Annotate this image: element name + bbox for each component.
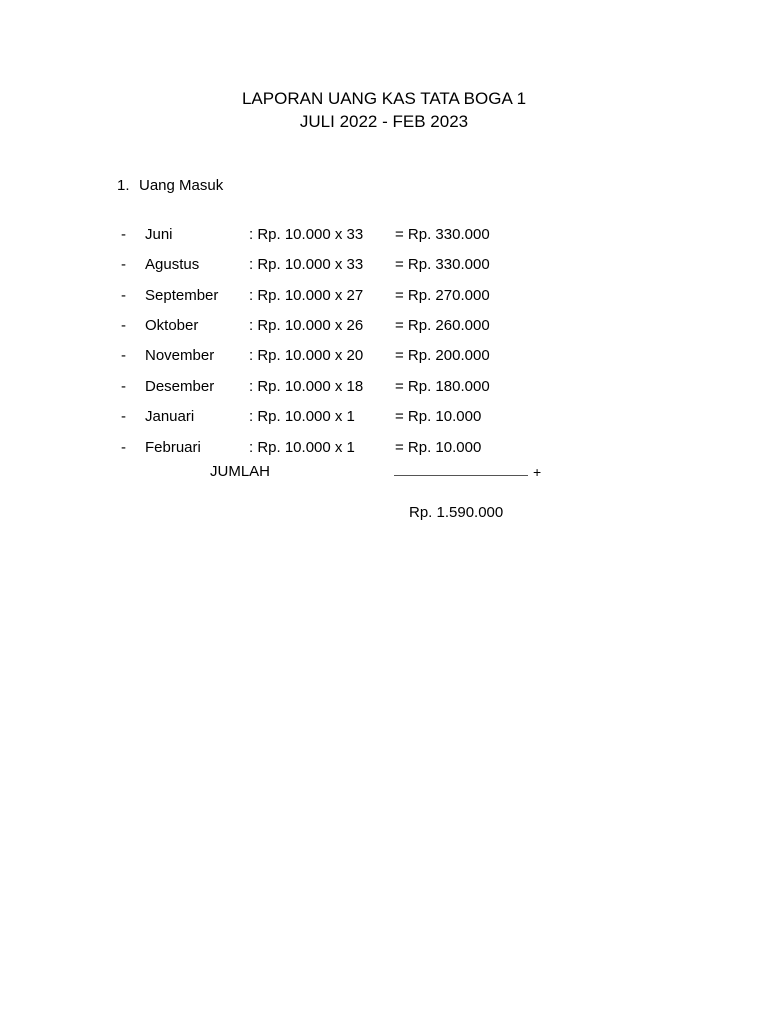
bullet-dash: - — [121, 287, 126, 304]
entry-result: = Rp. 10.000 — [395, 408, 482, 425]
entry-month: Oktober — [145, 317, 199, 334]
section-heading — [117, 177, 223, 195]
entry-result: = Rp. 180.000 — [395, 378, 490, 395]
sum-underline — [394, 475, 528, 476]
report-period: JULI 2022 - FEB 2023 — [299, 112, 469, 131]
entry-month: Januari — [145, 408, 195, 425]
section-number: 1. — [117, 177, 130, 194]
entry-result: = Rp. 10.000 — [395, 439, 482, 456]
entry-calculation: : Rp. 10.000 x 27 — [249, 287, 364, 304]
entry-calculation: : Rp. 10.000 x 18 — [249, 378, 364, 395]
report-title: LAPORAN UANG KAS TATA BOGA 1 — [241, 89, 527, 108]
bullet-dash: - — [121, 317, 126, 334]
entry-calculation: : Rp. 10.000 x 1 — [249, 408, 355, 425]
entry-month: November — [145, 347, 215, 364]
entry-calculation: : Rp. 10.000 x 1 — [249, 439, 355, 456]
entry-month: September — [145, 287, 219, 304]
entry-row — [0, 438, 768, 458]
total-amount: Rp. 1.590.000 — [409, 504, 504, 521]
entry-row — [0, 286, 768, 306]
entry-result: = Rp. 200.000 — [395, 347, 490, 364]
bullet-dash: - — [121, 226, 126, 243]
entry-calculation: : Rp. 10.000 x 20 — [249, 347, 364, 364]
section-title: Uang Masuk — [139, 177, 224, 194]
entry-calculation: : Rp. 10.000 x 26 — [249, 317, 364, 334]
entry-row — [0, 346, 768, 366]
entry-row — [0, 225, 768, 245]
entry-result: = Rp. 270.000 — [395, 287, 490, 304]
entry-month: Juni — [145, 226, 173, 243]
sum-label: JUMLAH — [210, 463, 271, 480]
entry-month: Februari — [145, 439, 201, 456]
entry-calculation: : Rp. 10.000 x 33 — [249, 226, 364, 243]
entry-month: Desember — [145, 378, 215, 395]
entry-result: = Rp. 260.000 — [395, 317, 490, 334]
entry-result: = Rp. 330.000 — [395, 256, 490, 273]
bullet-dash: - — [121, 347, 126, 364]
entry-calculation: : Rp. 10.000 x 33 — [249, 256, 364, 273]
entry-row — [0, 255, 768, 275]
bullet-dash: - — [121, 378, 126, 395]
entry-row — [0, 377, 768, 397]
bullet-dash: - — [121, 408, 126, 425]
plus-sign: + — [533, 464, 542, 480]
entry-month: Agustus — [145, 256, 200, 273]
entry-row — [0, 407, 768, 427]
bullet-dash: - — [121, 256, 126, 273]
entry-result: = Rp. 330.000 — [395, 226, 490, 243]
bullet-dash: - — [121, 439, 126, 456]
entry-row — [0, 316, 768, 336]
